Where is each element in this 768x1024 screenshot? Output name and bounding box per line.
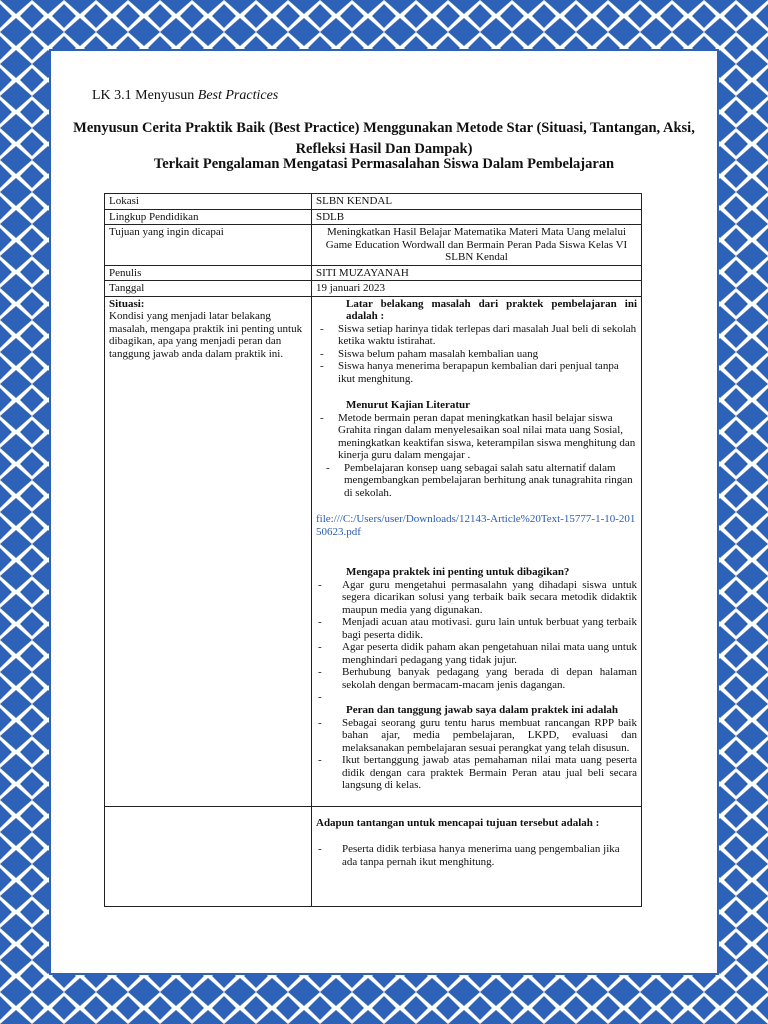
list-item: - Siswa belum paham masalah kembalian uang	[316, 348, 637, 361]
lk-prefix: LK 3.1 Menyusun	[92, 88, 198, 103]
row-situasi	[105, 296, 642, 806]
tantangan-heading: Adapun tantangan untuk mencapai tujuan tersebut adalah :	[316, 816, 600, 829]
mengapa-heading: Mengapa praktek ini penting untuk dibagikan?	[346, 566, 570, 578]
tantangan-label	[105, 806, 312, 906]
best-practice-table	[104, 193, 642, 907]
spacer	[316, 499, 637, 513]
list-item: - Menjadi acuan atau motivasi. guru lain untuk berbuat yang terbaik bagi peserta didik.	[316, 616, 637, 641]
penulis-value: SITI MUZAYANAH	[312, 265, 642, 281]
lk-italic: Best Practices	[197, 88, 279, 103]
spacer	[316, 385, 637, 399]
row-tanggal	[105, 281, 642, 297]
list-item: - Agar peserta didik paham akan pengetahuan nilai mata uang untuk menghindari pedagang yang tidak jujur.	[316, 641, 637, 666]
peran-heading: Peran dan tanggung jawab saya dalam praktek ini adalah	[346, 704, 618, 716]
tujuan-label: Tujuan yang ingin dicapai	[105, 225, 312, 266]
list-item: - Berhubung banyak pedagang yang berada di depan halaman sekolah dengan bermacam-macam jenis dagangan.	[316, 666, 637, 691]
row-tantangan	[105, 806, 642, 906]
lokasi-value: SLBN KENDAL	[312, 194, 642, 210]
tanggal-value: 19 januari 2023	[312, 281, 642, 297]
tantangan-list	[316, 843, 637, 868]
peran-list	[316, 717, 637, 792]
document-subtitle: Terkait Pengalaman Mengatasi Permasalahan Siswa Dalam Pembelajaran	[153, 156, 615, 172]
penulis-label: Penulis	[105, 265, 312, 281]
row-lokasi	[105, 194, 642, 210]
list-item	[316, 691, 637, 704]
reference-link[interactable]: file:///C:/Users/user/Downloads/12143-Article%20Text-15777-1-10-20150623.pdf	[316, 513, 636, 538]
spacer	[316, 538, 637, 552]
list-item: - Sebagai seorang guru tentu harus membuat rancangan RPP baik bahan ajar, media pembelajaran, LKPD, evaluasi dan melaksanakan pembelajaran sesuai perangkat yang telah disusun.	[316, 717, 637, 755]
lokasi-label: Lokasi	[105, 194, 312, 210]
tantangan-content	[312, 806, 642, 906]
tanggal-label: Tanggal	[105, 281, 312, 297]
spacer	[316, 552, 637, 566]
list-item: - Metode bermain peran dapat meningkatkan hasil belajar siswa Grahita ringan dalam menyelesaikan soal nilai mata uang Sosial, meningkatkan keaktifan siswa, keterampilan siswa menghitung dan kinerja guru dalam mengajar .	[316, 412, 637, 462]
situasi-label-cell	[105, 296, 312, 806]
list-item: - Pembelajaran konsep uang sebagai salah satu alternatif dalam mengembangkan pembelajaran berhitung anak tunagrahita ringan di sekolah.	[322, 462, 637, 500]
lk-title	[92, 88, 278, 104]
list-item: - Siswa setiap harinya tidak terlepas dari masalah Jual beli di sekolah ketika waktu istirahat.	[316, 323, 637, 348]
tujuan-value: Meningkatkan Hasil Belajar Matematika Materi Mata Uang melalui Game Education Wordwall dan Bermain Peran Pada Siswa Kelas VI SLBN Kendal	[312, 225, 642, 266]
mengapa-list	[316, 579, 637, 705]
lingkup-value: SDLB	[312, 209, 642, 225]
list-item: - Ikut bertanggung jawab atas pemahaman nilai mata uang peserta didik dengan cara praktek Bermain Peran atau jual beli secara langsung di kelas.	[316, 754, 637, 792]
list-item: - Agar guru mengetahui permasalahn yang dihadapi siswa untuk segera dicarikan solusi yang terbaik baik secara metodik didaktik maupun media yang digunakan.	[316, 579, 637, 617]
row-tujuan	[105, 225, 642, 266]
latar-heading: Latar belakang masalah dari praktek pembelajaran ini adalah :	[346, 297, 637, 322]
latar-list	[316, 323, 637, 386]
kajian-list	[316, 412, 637, 500]
document-title: Menyusun Cerita Praktik Baik (Best Practice) Menggunakan Metode Star (Situasi, Tantangan, Aksi, Refleksi Hasil Dan Dampak)	[73, 120, 695, 157]
spacer	[316, 829, 637, 843]
situasi-label: Situasi:	[109, 297, 145, 310]
situasi-description: Kondisi yang menjadi latar belakang masalah, mengapa praktik ini penting untuk dibagikan, apa yang menjadi peran dan tanggung jawab anda dalam praktik ini.	[109, 310, 303, 360]
row-lingkup	[105, 209, 642, 225]
row-penulis	[105, 265, 642, 281]
list-item: - Peserta didik terbiasa hanya menerima uang pengembalian jika ada tanpa pernah ikut menghitung.	[316, 843, 637, 868]
situasi-content	[312, 296, 642, 806]
kajian-heading: Menurut Kajian Literatur	[346, 399, 471, 411]
lingkup-label: Lingkup Pendidikan	[105, 209, 312, 225]
list-item: - Siswa hanya menerima berapapun kembalian dari penjual tanpa ikut menghitung.	[316, 360, 637, 385]
